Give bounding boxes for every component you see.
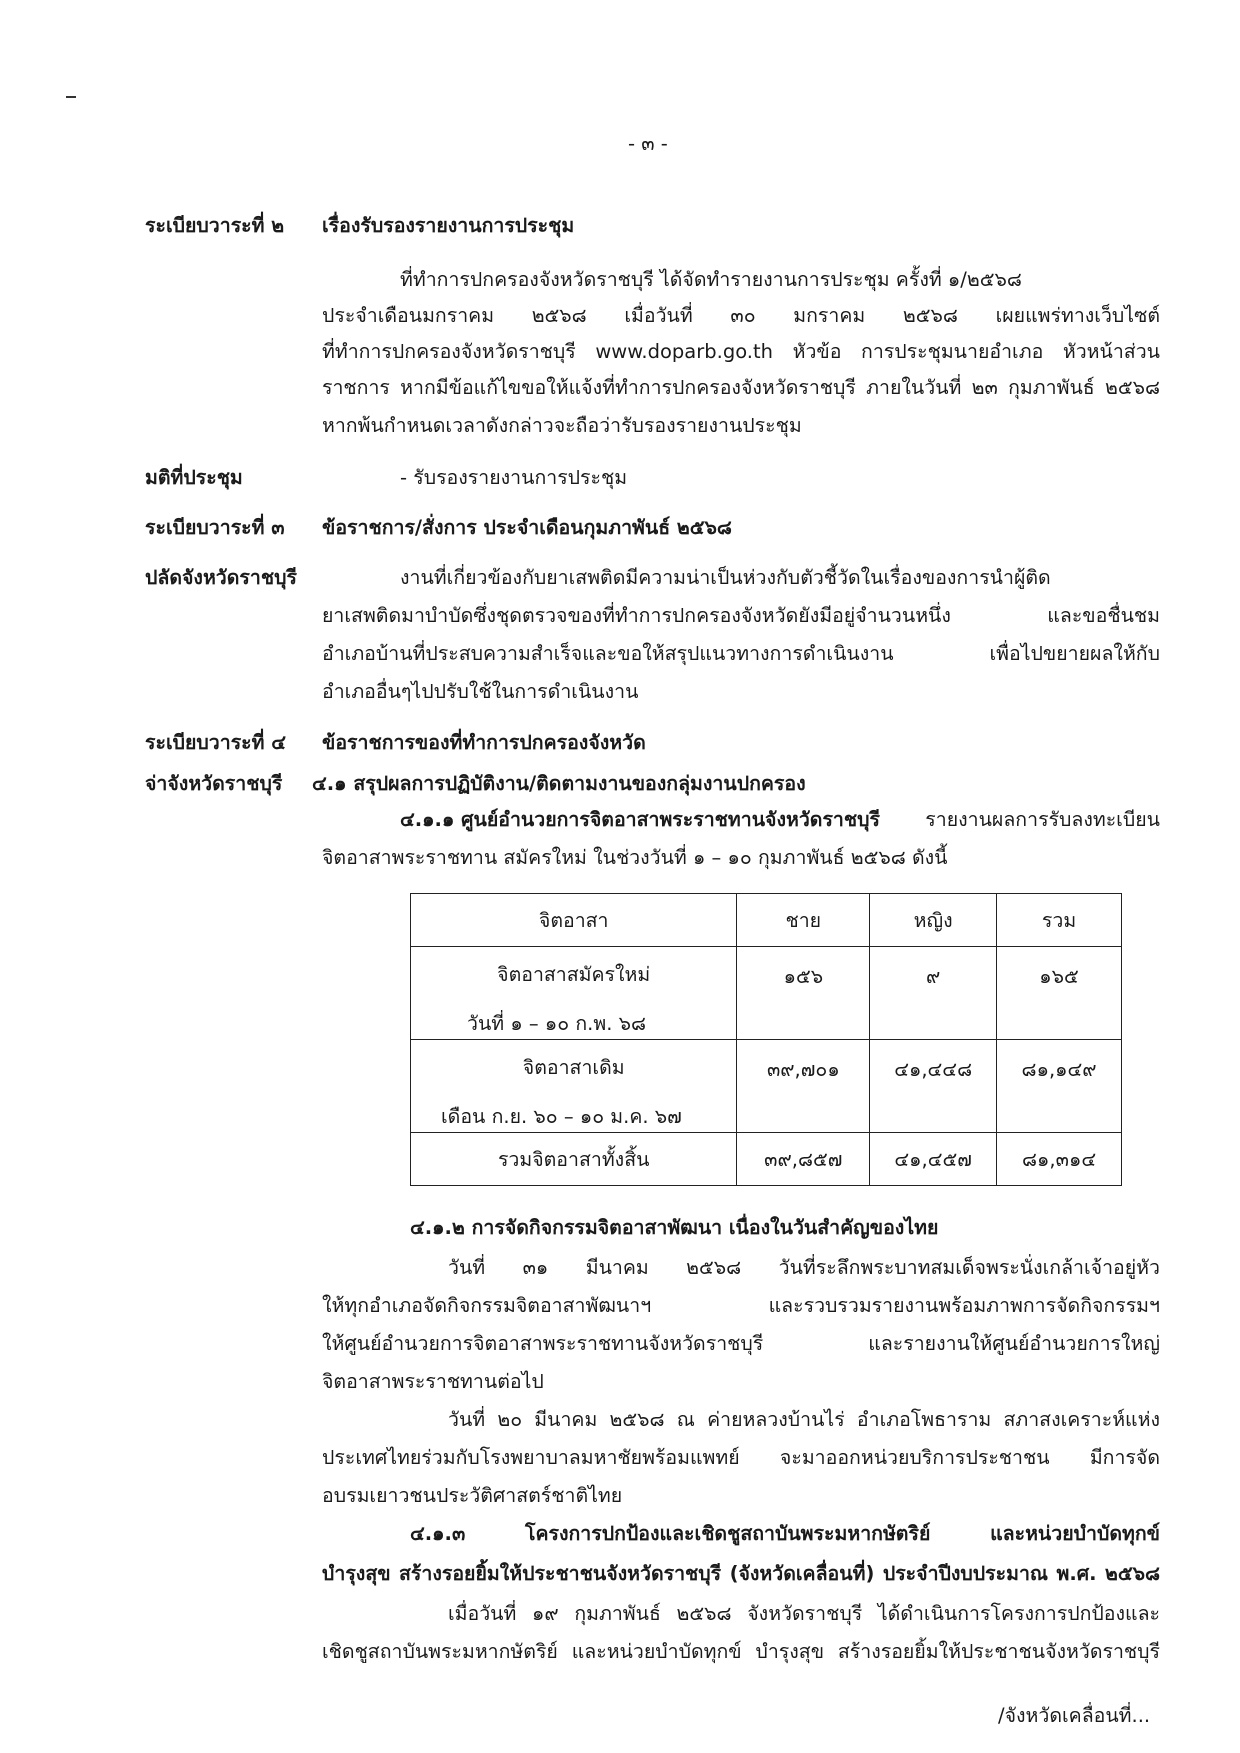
male-count: ๓๙,๘๕๗ xyxy=(737,1133,870,1186)
agenda4-title: ข้อราชการของที่ทำการปกครองจังหวัด xyxy=(322,731,646,754)
section-4-1-2-p2-line-0: วันที่ ๒๐ มีนาคม ๒๕๖๘ ณ ค่ายหลวงบ้านไร่ อำเภอโพธาราม สภาสงเคราะห์แห่ง xyxy=(448,1408,1160,1431)
agenda3-line-3: อำเภออื่นๆไปปรับใช้ในการดำเนินงาน xyxy=(322,680,639,703)
table-cell-label xyxy=(411,947,737,1040)
table-header-cell: หญิง xyxy=(870,894,997,947)
total-count: ๑๖๕ xyxy=(1039,965,1079,988)
section-4-1-2-line-0: วันที่ ๓๑ มีนาคม ๒๕๖๘ วันที่ระลึกพระบาทสมเด็จพระนั่งเกล้าเจ้าอยู่หัว xyxy=(448,1256,1160,1279)
table-cell xyxy=(997,1040,1122,1133)
resolution-text: - รับรองรายงานการประชุม xyxy=(400,466,628,489)
table-cell xyxy=(870,1040,997,1133)
section-4-1-2-p2-line-1: ประเทศไทยร่วมกับโรงพยาบาลมหาชัยพร้อมแพทย์ จะมาออกหน่วยบริการประชาชน มีการจัด xyxy=(322,1446,1160,1469)
row-label: จิตอาสาเดิม xyxy=(522,1056,625,1079)
agenda3-label: ระเบียบวาระที่ ๓ xyxy=(145,516,285,539)
agenda3-title: ข้อราชการ/สั่งการ ประจำเดือนกุมภาพันธ์ ๒๕๖๘ xyxy=(322,516,732,539)
agenda2-line-0: ที่ทำการปกครองจังหวัดราชบุรี ได้จัดทำรายงานการประชุม ครั้งที่ ๑/๒๕๖๘ xyxy=(400,268,1022,291)
resolution-label: มติที่ประชุม xyxy=(145,466,243,489)
total-count: ๘๑,๓๑๔ xyxy=(997,1133,1122,1186)
table-row xyxy=(411,1040,1122,1133)
section-4-1-3-line-0: เมื่อวันที่ ๑๙ กุมภาพันธ์ ๒๕๖๘ จังหวัดราชบุรี ได้ดำเนินการโครงการปกป้องและ xyxy=(448,1602,1160,1625)
section-4-1-1-text: รายงานผลการรับลงทะเบียน xyxy=(925,808,1160,831)
table-header-cell: จิตอาสา xyxy=(411,894,737,947)
section-4-1-3-line-1: เชิดชูสถาบันพระมหากษัตริย์ และหน่วยบำบัดทุกข์ บำรุงสุข สร้างรอยยิ้มให้ประชาชนจังหวัดราชบุรี xyxy=(322,1640,1160,1663)
agenda3-line-2: อำเภอบ้านที่ประสบความสำเร็จและขอให้สรุปแนวทางการดำเนินงาน เพื่อไปขยายผลให้กับ xyxy=(322,642,1160,665)
table-cell-label: รวมจิตอาสาทั้งสิ้น xyxy=(411,1133,737,1186)
scan-mark xyxy=(66,96,76,98)
agenda2-label: ระเบียบวาระที่ ๒ xyxy=(145,214,285,237)
agenda4-label: ระเบียบวาระที่ ๔ xyxy=(145,731,287,754)
male-count: ๑๕๖ xyxy=(783,965,824,988)
section-4-1-1-title: ๔.๑.๑ ศูนย์อำนวยการจิตอาสาพระราชทานจังหวัดราชบุรี xyxy=(400,808,880,831)
section-4-1-1-text2: จิตอาสาพระราชทาน สมัครใหม่ ในช่วงวันที่ ๑ – ๑๐ กุมภาพันธ์ ๒๕๖๘ ดังนี้ xyxy=(322,846,948,869)
section-4-1-2-line-2: ให้ศูนย์อำนวยการจิตอาสาพระราชทานจังหวัดราชบุรี และรายงานให้ศูนย์อำนวยการใหญ่ xyxy=(322,1332,1160,1355)
agenda3-speaker: ปลัดจังหวัดราชบุรี xyxy=(145,566,297,589)
male-count: ๓๙,๗๐๑ xyxy=(766,1058,840,1081)
table-header-cell: รวม xyxy=(997,894,1122,947)
section-4-1-title: ๔.๑ สรุปผลการปฏิบัติงาน/ติดตามงานของกลุ่มงานปกครอง xyxy=(312,772,806,795)
female-count: ๙ xyxy=(926,965,941,988)
agenda3-line-0: งานที่เกี่ยวข้องกับยาเสพติดมีความน่าเป็นห่วงกับตัวชี้วัดในเรื่องของการนำผู้ติด xyxy=(400,566,1051,589)
agenda3-line-1: ยาเสพติดมาบำบัดซึ่งชุดตรวจของที่ทำการปกครองจังหวัดยังมีอยู่จำนวนหนึ่ง และขอชื่นชม xyxy=(322,604,1160,627)
section-4-1-2-title: ๔.๑.๒ การจัดกิจกรรมจิตอาสาพัฒนา เนื่องในวันสำคัญของไทย xyxy=(410,1216,939,1239)
row-sublabel: วันที่ ๑ – ๑๐ ก.พ. ๖๘ xyxy=(467,1012,647,1035)
table-cell xyxy=(737,947,870,1040)
continuation-note: /จังหวัดเคลื่อนที่... xyxy=(998,1704,1151,1727)
female-count: ๔๑,๔๕๗ xyxy=(870,1133,997,1186)
section-4-1-2-p2-line-2: อบรมเยาวชนประวัติศาสตร์ชาติไทย xyxy=(322,1484,623,1507)
section-4-1-3-title-2: บำรุงสุข สร้างรอยยิ้มให้ประชาชนจังหวัดราชบุรี (จังหวัดเคลื่อนที่) ประจำปีงบประมาณ พ.ศ. ๒๕๖๘ xyxy=(322,1562,1160,1585)
section-4-1-2-line-3: จิตอาสาพระราชทานต่อไป xyxy=(322,1370,544,1393)
total-count: ๘๑,๑๔๙ xyxy=(1021,1058,1097,1081)
table-row xyxy=(411,947,1122,1040)
agenda2-line-3: ราชการ หากมีข้อแก้ไขขอให้แจ้งที่ทำการปกครองจังหวัดราชบุรี ภายในวันที่ ๒๓ กุมภาพันธ์ ๒๕๖๘ xyxy=(322,376,1160,399)
table-header-cell: ชาย xyxy=(737,894,870,947)
table-cell xyxy=(870,947,997,1040)
table-cell xyxy=(997,947,1122,1040)
agenda4-speaker: จ่าจังหวัดราชบุรี xyxy=(145,772,283,795)
table-cell xyxy=(737,1040,870,1133)
table-header-row xyxy=(411,894,1122,947)
agenda2-line-1: ประจำเดือนมกราคม ๒๕๖๘ เมื่อวันที่ ๓๐ มกราคม ๒๕๖๘ เผยแพร่ทางเว็บไซต์ xyxy=(322,304,1160,327)
table-cell-label xyxy=(411,1040,737,1133)
section-4-1-3-title-1: ๔.๑.๓ โครงการปกป้องและเชิดชูสถาบันพระมหากษัตริย์ และหน่วยบำบัดทุกข์ xyxy=(410,1522,1160,1545)
section-4-1-1-line xyxy=(400,804,1160,835)
page-number: - ๓ - xyxy=(628,132,668,155)
row-sublabel: เดือน ก.ย. ๖๐ – ๑๐ ม.ค. ๖๗ xyxy=(441,1105,682,1128)
section-4-1-2-line-1: ให้ทุกอำเภอจัดกิจกรรมจิตอาสาพัฒนาฯ และรวบรวมรายงานพร้อมภาพการจัดกิจกรรมฯ xyxy=(322,1294,1160,1317)
agenda2-line-2: ที่ทำการปกครองจังหวัดราชบุรี www.doparb.go.th หัวข้อ การประชุมนายอำเภอ หัวหน้าส่วน xyxy=(322,340,1160,363)
female-count: ๔๑,๔๔๘ xyxy=(894,1058,973,1081)
volunteer-table xyxy=(410,893,1122,1186)
agenda2-line-4: หากพ้นกำหนดเวลาดังกล่าวจะถือว่ารับรองรายงานประชุม xyxy=(322,414,802,437)
agenda2-title: เรื่องรับรองรายงานการประชุม xyxy=(322,214,575,237)
row-label: จิตอาสาสมัครใหม่ xyxy=(497,963,651,986)
table-row xyxy=(411,1133,1122,1186)
